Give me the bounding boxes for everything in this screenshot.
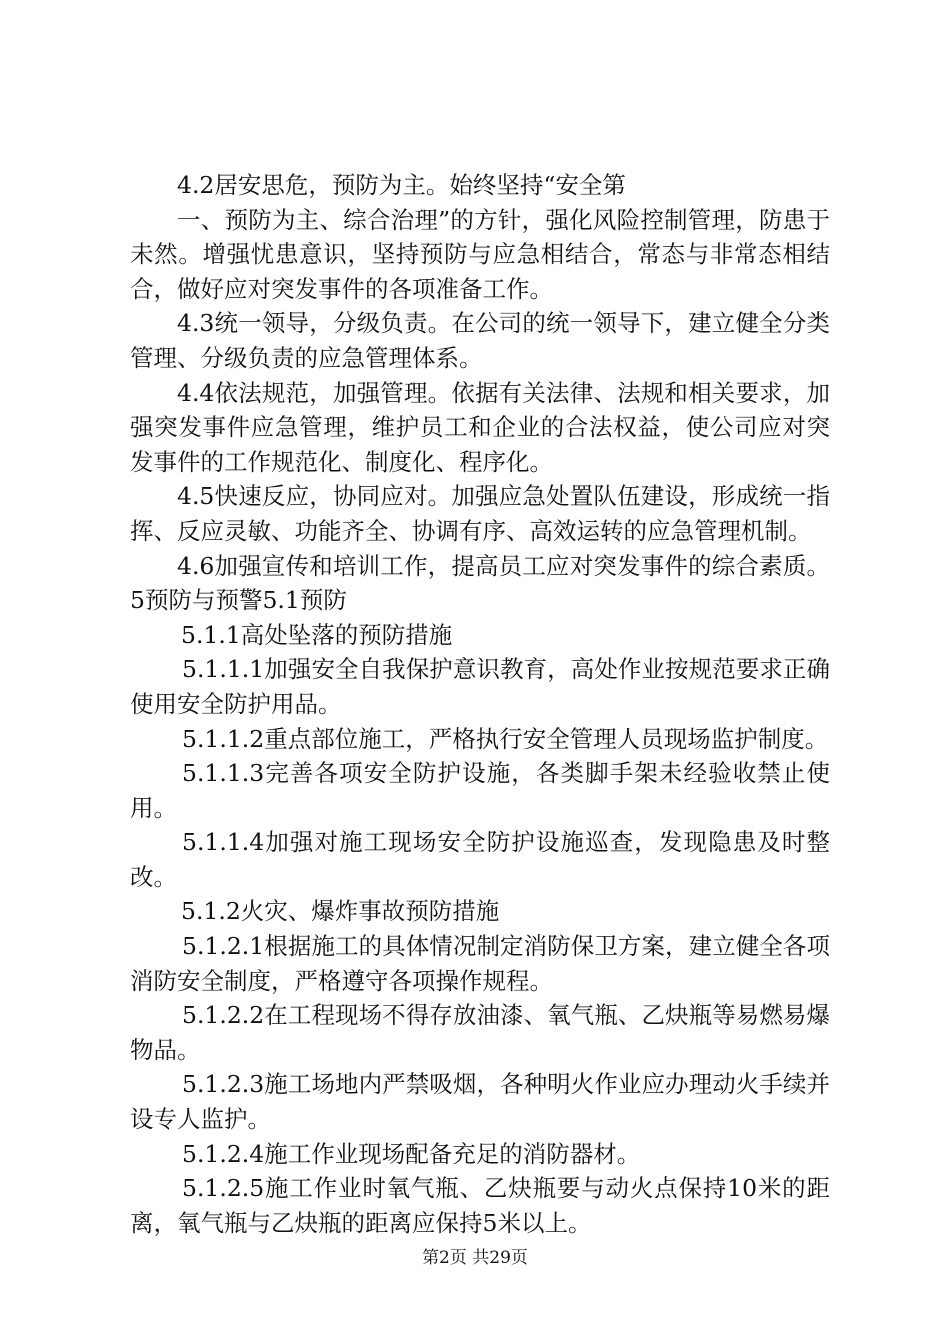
paragraph-5-1-1-2: 5.1.1.2重点部位施工，严格执行安全管理人员现场监护制度。 <box>182 724 829 753</box>
paragraph-5-1-2-3: 5.1.2.3施工场地内严禁吸烟，各种明火作业应办理动火手续并设专人监护。 <box>130 1070 830 1134</box>
paragraph-4-3: 4.3统一领导，分级负责。在公司的统一领导下，建立健全分类管理、分级负责的应急管理体系。 <box>130 309 830 372</box>
paragraph-5-1-2-2: 5.1.2.2在工程现场不得存放油漆、氧气瓶、乙炔瓶等易燃易爆物品。 <box>130 1001 830 1064</box>
paragraph-5-1-1-4: 5.1.1.4加强对施工现场安全防护设施巡查，发现隐患及时整改。 <box>130 828 830 891</box>
paragraph-4-6: 4.6加强宣传和培训工作，提高员工应对突发事件的综合素质。5预防与预警5.1预防 <box>130 551 830 615</box>
paragraph-5-1-1-1: 5.1.1.1加强安全自我保护意识教育，高处作业按规范要求正确使用安全防护用品。 <box>130 655 830 718</box>
document-body <box>130 168 830 1240</box>
paragraph-5-1-1-3: 5.1.1.3完善各项安全防护设施，各类脚手架未经验收禁止使用。 <box>130 759 830 822</box>
heading-5-1-1: 5.1.1高处坠落的预防措施 <box>181 620 453 649</box>
paragraph-4-4: 4.4依法规范，加强管理。依据有关法律、法规和相关要求，加强突发事件应急管理，维护员工和企业的合法权益，使公司应对突发事件的工作规范化、制度化、程序化。 <box>130 378 830 476</box>
paragraph-4-2-continued: 一、预防为主、综合治理”的方针，强化风险控制管理，防患于未然。增强忧患意识，坚持预防与应急相结合，常态与非常态相结合，做好应对突发事件的各项准备工作。 <box>130 205 830 303</box>
paragraph-5-1-2-1: 5.1.2.1根据施工的具体情况制定消防保卫方案，建立健全各项消防安全制度，严格遵守各项操作规程。 <box>130 932 830 995</box>
paragraph-4-2: 4.2居安思危，预防为主。始终坚持“安全第 <box>177 171 626 199</box>
page-number-label: 第2页 共29页 <box>422 1248 528 1268</box>
paragraph-5-1-2-5: 5.1.2.5施工作业时氧气瓶、乙炔瓶要与动火点保持10米的距离，氧气瓶与乙炔瓶的距离应保持5米以上。 <box>130 1174 830 1237</box>
paragraph-5-1-2-4: 5.1.2.4施工作业现场配备充足的消防器材。 <box>182 1139 641 1168</box>
page-footer <box>0 1243 950 1268</box>
paragraph-4-5: 4.5快速反应，协同应对。加强应急处置队伍建设，形成统一指挥、反应灵敏、功能齐全、协调有序、高效运转的应急管理机制。 <box>130 482 830 545</box>
heading-5-1-2: 5.1.2火灾、爆炸事故预防措施 <box>181 897 500 926</box>
